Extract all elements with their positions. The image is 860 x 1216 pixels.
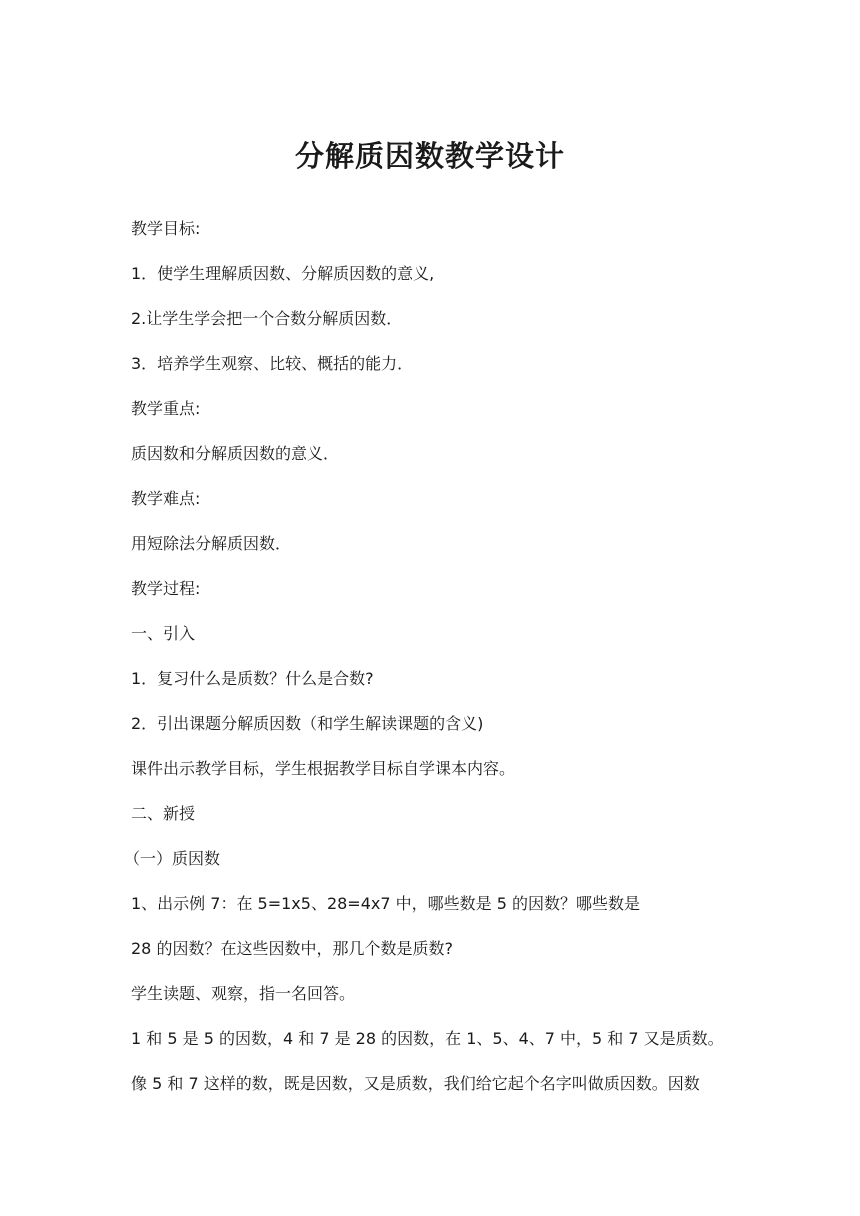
paragraph-line: 2．引出课题分解质因数（和学生解读课题的含义): [131, 714, 484, 733]
paragraph-line: 一、引入: [131, 624, 196, 643]
paragraph-line: 1．使学生理解质因数、分解质因数的意义,: [131, 264, 435, 283]
paragraph-line: 1．复习什么是质数？什么是合数?: [131, 669, 374, 688]
paragraph-line: 3．培养学生观察、比较、概括的能力．: [131, 354, 414, 373]
paragraph-line: 2.让学生学会把一个合数分解质因数．: [131, 309, 403, 328]
document-title: 分解质因数教学设计: [294, 139, 565, 173]
paragraph-line: 28 的因数？在这些因数中，那几个数是质数?: [131, 939, 453, 958]
paragraph-line: 课件出示教学目标，学生根据教学目标自学课本内容。: [131, 759, 516, 778]
paragraph-line: 教学过程:: [131, 579, 201, 598]
paragraph-line: 1、出示例 7：在 5=1x5、28=4x7 中，哪些数是 5 的因数？哪些数是: [131, 894, 640, 913]
paragraph-line: 像 5 和 7 这样的数，既是因数，又是质数，我们给它起个名字叫做质因数。因数: [131, 1074, 700, 1093]
paragraph-line: 学生读题、观察，指一名回答。: [131, 984, 356, 1003]
paragraph-line: 用短除法分解质因数．: [131, 534, 292, 553]
paragraph-line: 二、新授: [131, 804, 196, 823]
paragraph-line: 教学重点:: [131, 399, 201, 418]
paragraph-line: 1 和 5 是 5 的因数，4 和 7 是 28 的因数，在 1、5、4、7 中，5 和 7 又是质数。: [131, 1029, 724, 1048]
paragraph-line: 教学目标:: [131, 219, 201, 238]
paragraph-line: 教学难点:: [131, 489, 201, 508]
paragraph-line: （一）质因数: [124, 849, 221, 868]
paragraph-line: 质因数和分解质因数的意义．: [131, 444, 340, 463]
